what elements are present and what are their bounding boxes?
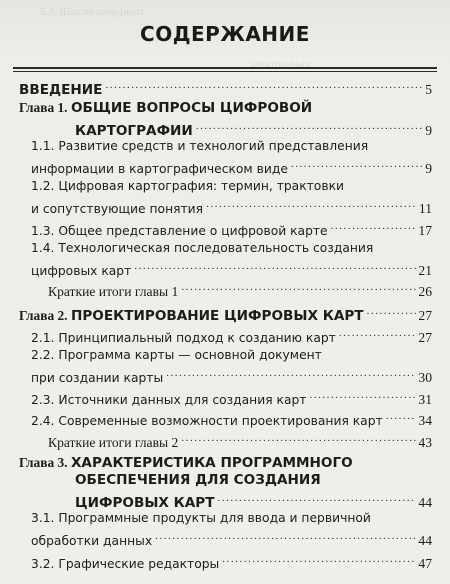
toc-section-2-3[interactable] [31,387,432,407]
toc-entry-title: 2.4. Современные возможности проектирования карт [31,414,383,428]
toc-entry-title: 2.3. Источники данных для создания карт [31,393,307,407]
toc-section-2-2[interactable] [31,347,322,364]
dot-leader [105,77,423,94]
chapter-label: Глава 2. [19,308,68,323]
toc-entry-title: 3.1. Программные продукты для ввода и первичной [31,511,371,525]
dot-leader [155,528,416,545]
dot-leader [367,303,417,320]
toc-page-number: 17 [418,223,432,238]
toc-entry-title: 2.2. Программа карты — основной документ [31,348,322,362]
dot-leader [206,196,417,213]
toc-page-number: 34 [418,413,432,428]
toc-section-1-2[interactable] [31,178,344,195]
toc-section-1-2-cont[interactable] [31,196,432,216]
toc-chapter-1-heading[interactable] [19,99,312,116]
toc-page-number: 47 [418,556,432,571]
toc-entry-title: 1.1. Развитие средств и технологий представления [31,139,369,153]
dot-leader [181,430,416,447]
toc-page-number: 5 [425,82,432,97]
title-rule-top [13,67,437,69]
toc-entry-title-cont: и сопутствующие понятия [31,202,204,216]
toc-section-2-1[interactable] [31,325,432,345]
toc-section-1-4-cont[interactable] [31,258,432,278]
toc-entry-title: ВВЕДЕНИЕ [19,82,103,98]
toc-section-3-1-cont[interactable] [31,528,432,548]
toc-entry-title: Краткие итоги главы 2 [48,435,179,450]
toc-summary-chapter-1[interactable] [48,279,432,299]
toc-section-3-1[interactable] [31,510,371,527]
toc-entry-title: 1.2. Цифровая картография: термин, трактовки [31,179,345,193]
toc-page-number: 26 [418,284,432,299]
toc-page-number: 44 [418,495,432,510]
chapter-title-line: ЦИФРОВЫХ КАРТ [75,495,215,511]
toc-entry-title-cont: при создании карты [31,371,164,385]
toc-section-3-2[interactable] [31,551,432,571]
toc-chapter-1-heading-cont[interactable] [75,118,432,139]
dot-leader [196,118,423,135]
toc-chapter-3-heading-cont[interactable] [75,472,321,489]
toc-page-number: 43 [418,435,432,450]
toc-chapter-2-heading[interactable] [19,303,432,324]
page-title: СОДЕРЖАНИЕ [140,22,310,46]
toc-entry-title-cont: обработки данных [31,534,153,548]
toc-section-1-1-cont[interactable] [31,156,432,176]
dot-leader [181,279,416,296]
toc-section-1-3[interactable] [31,218,432,238]
dot-leader [386,408,417,425]
toc-page-number: 21 [418,263,432,278]
chapter-label: Глава 1. [19,100,68,115]
toc-section-2-4[interactable] [31,408,432,428]
dot-leader [218,490,417,507]
bleed-through-line: электронных [250,58,311,70]
toc-section-2-2-cont[interactable] [31,365,432,385]
chapter-title-line: ОБЩИЕ ВОПРОСЫ ЦИФРОВОЙ [70,100,313,116]
bleed-through-text [40,6,410,18]
toc-entry-title: 3.2. Графические редакторы [31,557,220,571]
dot-leader [134,258,416,275]
toc-entry-title-cont: информации в картографическом виде [31,162,288,176]
toc-page-number: 31 [418,392,432,407]
toc-section-1-4[interactable] [31,240,373,257]
chapter-title-line: ОБЕСПЕЧЕНИЯ ДЛЯ СОЗДАНИЯ [75,472,321,488]
chapter-heading [19,307,364,325]
dot-leader [339,325,417,342]
toc-page-number: 11 [418,201,432,216]
toc-page-number: 44 [418,533,432,548]
bleed-through-line: 5.3. Шкалы координат [40,6,145,18]
toc-page-number: 30 [418,370,432,385]
toc-entry-title: 1.3. Общее представление о цифровой карте [31,224,328,238]
title-rule-bottom [13,71,437,72]
toc-page-number: 9 [425,123,432,138]
toc-entry-title: 2.1. Принципиальный подход к созданию карт [31,331,336,345]
toc-entry-title: Краткие итоги главы 1 [48,284,179,299]
chapter-title-line: ХАРАКТЕРИСТИКА ПРОГРАММНОГО [70,455,353,471]
dot-leader [309,387,416,404]
chapter-label: Глава 3. [19,455,68,470]
chapter-title-line: ПРОЕКТИРОВАНИЕ ЦИФРОВЫХ КАРТ [70,308,364,324]
toc-page-number: 27 [418,308,432,323]
toc-summary-chapter-2[interactable] [48,430,432,450]
toc-entry-title-cont: цифровых карт [31,264,132,278]
toc-chapter-3-heading[interactable] [19,454,353,471]
toc-entry-title: 1.4. Технологическая последовательность создания [31,241,374,255]
toc-entry-introduction[interactable] [19,77,432,98]
dot-leader [291,156,423,173]
toc-page-number: 9 [425,161,432,176]
chapter-title-line: КАРТОГРАФИИ [75,123,193,139]
dot-leader [331,218,417,235]
toc-section-1-1[interactable] [31,138,368,155]
dot-leader [222,551,416,568]
toc-chapter-3-heading-cont-2[interactable] [75,490,432,511]
dot-leader [166,365,416,382]
toc-page-number: 27 [418,330,432,345]
